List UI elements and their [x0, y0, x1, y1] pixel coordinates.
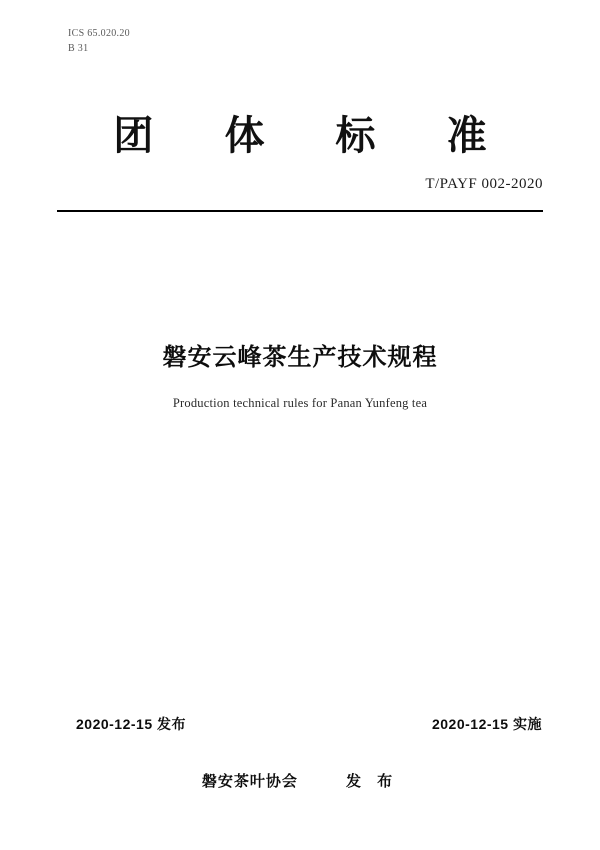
- standard-number: T/PAYF 002-2020: [425, 176, 543, 192]
- issuer-row: [0, 770, 600, 791]
- ics-classification-block: [68, 26, 130, 56]
- ics-code: ICS 65.020.20: [68, 28, 130, 39]
- effective-date: 2020-12-15 实施: [431, 716, 542, 732]
- document-title-chinese: 磐安云峰茶生产技术规程: [162, 344, 438, 371]
- header-divider: [57, 210, 543, 212]
- document-title-english: Production technical rules for Panan Yunfeng tea: [172, 396, 428, 410]
- issue-date: 2020-12-15 发布: [76, 716, 187, 732]
- ccs-code: B 31: [68, 43, 89, 54]
- issuer-name: 磐安茶叶协会: [201, 773, 298, 790]
- page-title: 团 体 标 准: [113, 114, 517, 158]
- issuer-verb: 发 布: [346, 773, 399, 790]
